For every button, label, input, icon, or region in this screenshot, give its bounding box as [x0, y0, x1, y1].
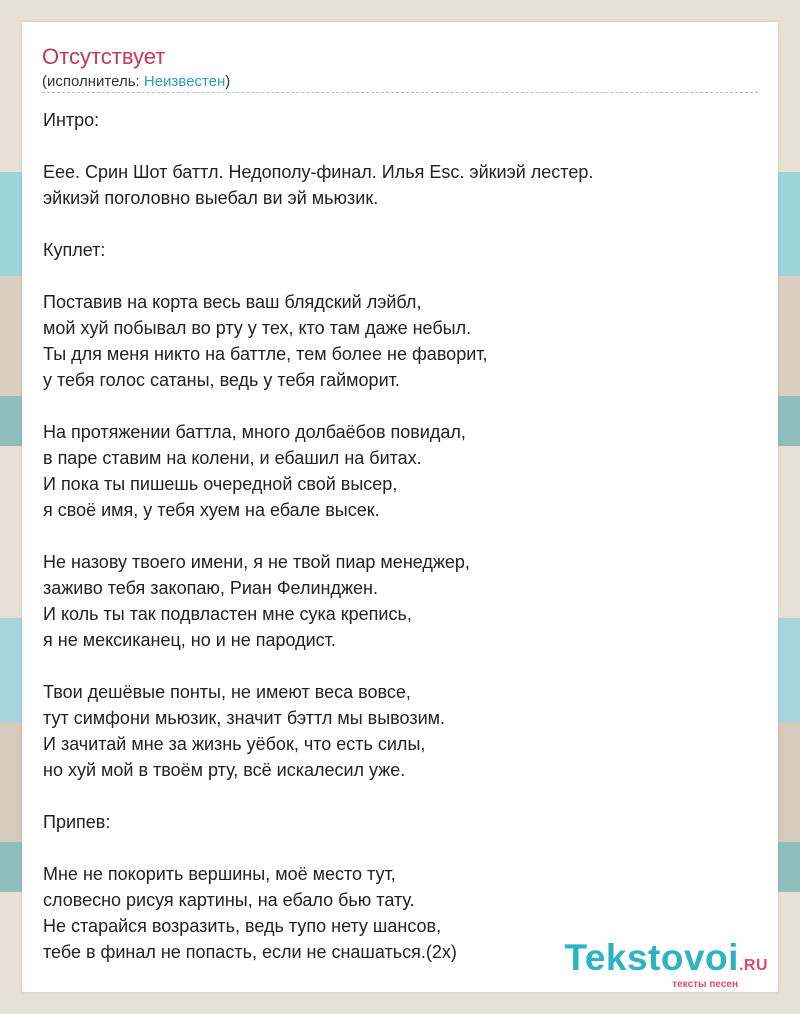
lyric-line: заживо тебя закопаю, Риан Фелинджен. [43, 578, 378, 598]
lyric-line: я не мексиканец, но и не пародист. [43, 630, 336, 650]
lyric-line: словесно рисуя картины, на ебало бью тату. [43, 890, 415, 910]
lyrics-card [22, 22, 778, 992]
lyric-blank-line [43, 835, 763, 861]
lyric-blank-line [43, 393, 763, 419]
lyric-line: но хуй мой в твоём рту, всё искалесил уже. [43, 760, 406, 780]
lyric-line: Интро: [43, 110, 100, 130]
song-meta [42, 73, 230, 90]
lyric-line: Не старайся возразить, ведь тупо нету шансов, [43, 916, 442, 936]
lyric-line: Твои дешёвые понты, не имеют веса вовсе, [43, 682, 411, 702]
lyric-line: И пока ты пишешь очередной свой высер, [43, 474, 398, 494]
lyric-line: И зачитай мне за жизнь уёбок, что есть силы, [43, 734, 426, 754]
lyric-line: у тебя голос сатаны, ведь у тебя гайморит. [43, 370, 400, 390]
lyric-line: Мне не покорить вершины, моё место тут, [43, 864, 396, 884]
lyric-blank-line [43, 211, 763, 237]
lyric-line: Поставив на корта весь ваш блядский лэйбл, [43, 292, 422, 312]
meta-prefix: (исполнитель: [42, 73, 144, 90]
lyric-line: Куплет: [43, 240, 106, 260]
lyric-blank-line [43, 263, 763, 289]
meta-suffix: ) [225, 73, 231, 90]
song-title: Отсутствует [42, 44, 166, 69]
lyric-line: тебе в финал не попасть, если не снашаться.(2x) [43, 942, 457, 962]
lyric-line: На протяжении баттла, много долбаёбов повидал, [43, 422, 466, 442]
lyric-line: Ты для меня никто на баттле, тем более не фаворит, [43, 344, 488, 364]
lyric-line: Припев: [43, 812, 111, 832]
lyric-line: в паре ставим на колени, и ебашил на битах. [43, 448, 422, 468]
lyric-blank-line [43, 523, 763, 549]
lyric-line: Еее. Срин Шот баттл. Недополу-финал. Илья Esc. эйкиэй лестер. [43, 162, 594, 182]
lyric-line: Не назову твоего имени, я не твой пиар менеджер, [43, 552, 470, 572]
lyric-line: И коль ты так подвластен мне сука крепись, [43, 604, 412, 624]
artist-link[interactable]: Неизвестен [143, 73, 226, 90]
site-logo[interactable] [564, 939, 768, 990]
lyrics-body [43, 107, 763, 965]
lyric-line: тут симфони мьюзик, значит бэттл мы вывозим. [43, 708, 446, 728]
divider [42, 92, 758, 93]
lyric-line: я своё имя, у тебя хуем на ебале высек. [43, 500, 380, 520]
lyric-blank-line [43, 783, 763, 809]
lyric-line: эйкиэй поголовно выебал ви эй мьюзик. [43, 188, 379, 208]
lyric-line: мой хуй побывал во рту у тех, кто там даже небыл. [43, 318, 472, 338]
logo-tld: .RU [738, 957, 768, 974]
logo-name: Tekstovoi [564, 937, 739, 978]
lyric-blank-line [43, 653, 763, 679]
logo-tagline: тексты песен [672, 979, 738, 990]
lyric-blank-line [43, 133, 763, 159]
